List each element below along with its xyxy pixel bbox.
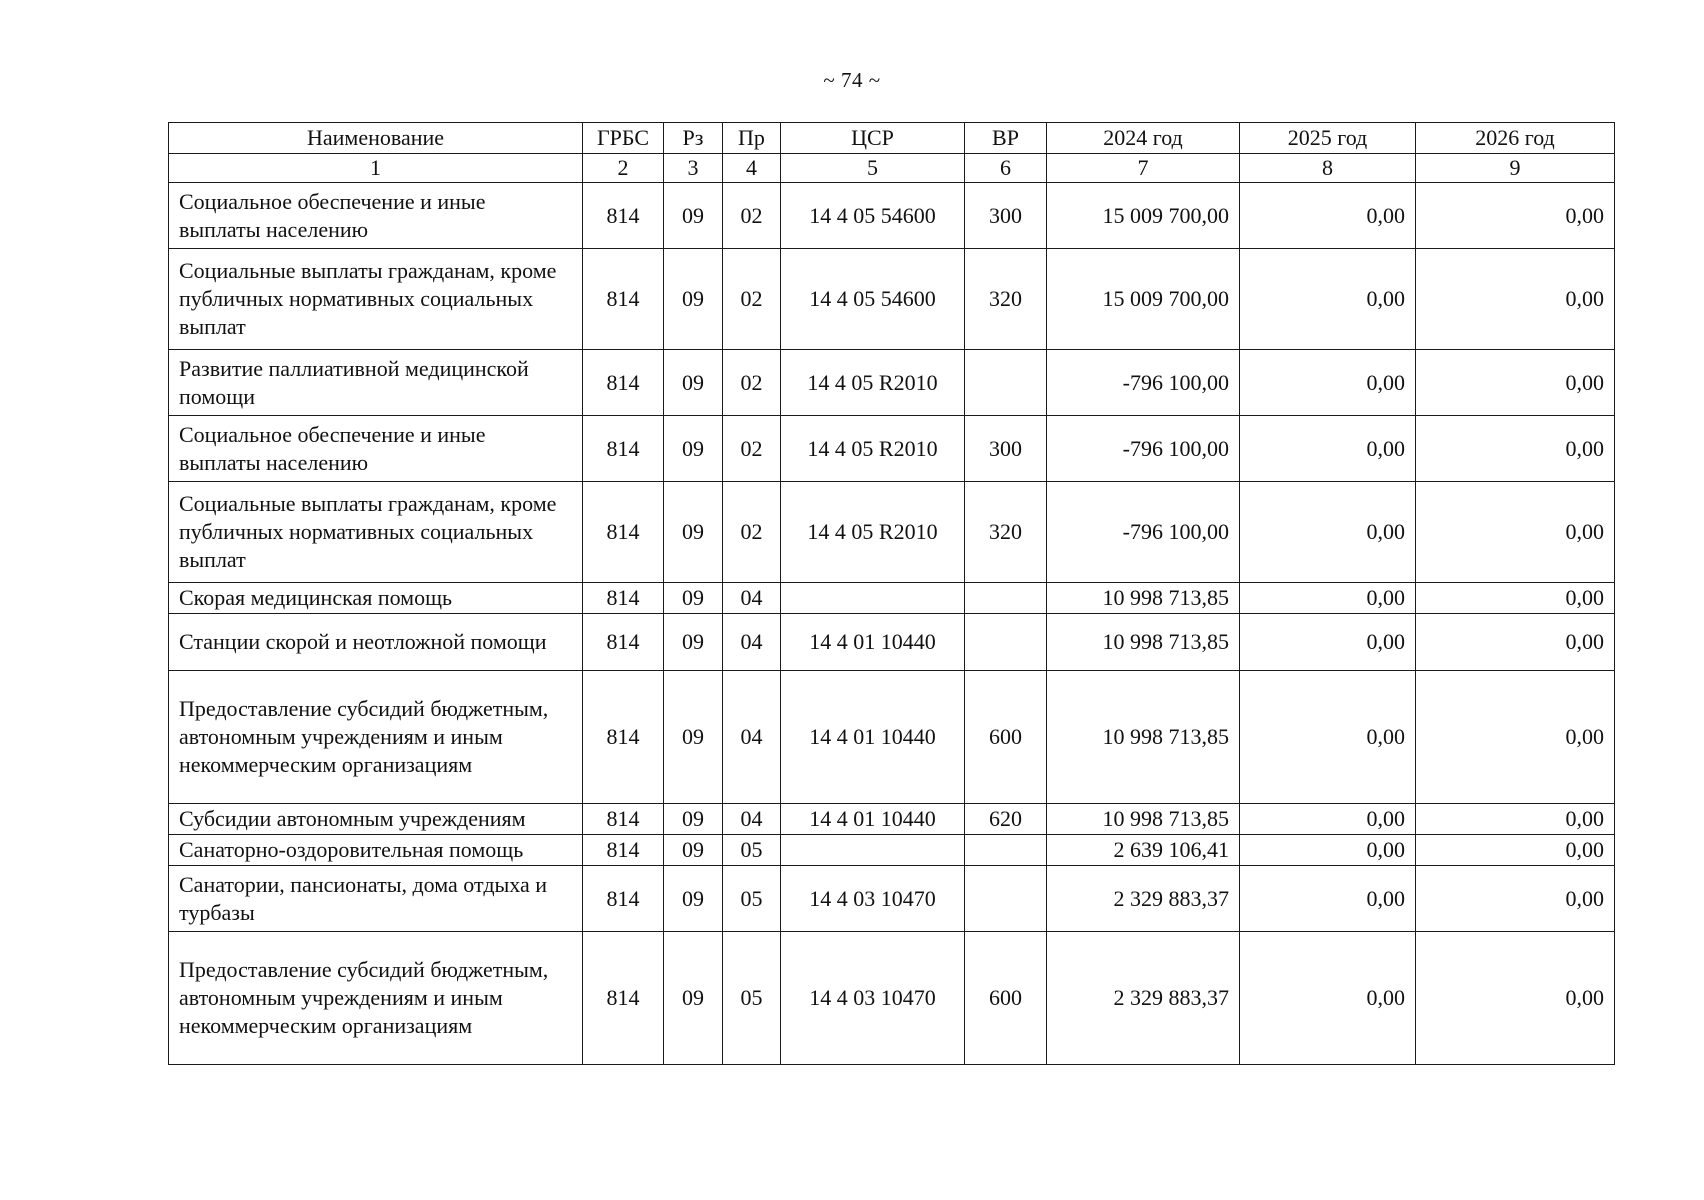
cell-name: Станции скорой и неотложной помощи [169,614,583,671]
column-number: 1 [169,154,583,183]
cell-pr: 04 [723,804,781,835]
cell-vr: 300 [965,416,1047,482]
cell-2025: 0,00 [1240,835,1416,866]
cell-pr: 02 [723,249,781,350]
cell-name: Социальное обеспечение и иные выплаты населению [169,416,583,482]
cell-2024: -796 100,00 [1047,350,1240,416]
cell-vr: 620 [965,804,1047,835]
budget-table [168,122,1615,1065]
cell-2026: 0,00 [1416,183,1615,249]
cell-vr [965,350,1047,416]
header-2026: 2026 год [1416,123,1615,154]
cell-2025: 0,00 [1240,804,1416,835]
cell-name: Субсидии автономным учреждениям [169,804,583,835]
cell-name: Предоставление субсидий бюджетным, автономным учреждениям и иным некоммерческим организациям [169,671,583,804]
cell-2025: 0,00 [1240,866,1416,932]
cell-grbs: 814 [583,183,664,249]
cell-2024: 2 639 106,41 [1047,835,1240,866]
table-row [169,804,1615,835]
cell-2024: 2 329 883,37 [1047,932,1240,1065]
table-row [169,482,1615,583]
cell-rz: 09 [664,249,723,350]
table-row [169,932,1615,1065]
cell-grbs: 814 [583,249,664,350]
cell-2025: 0,00 [1240,416,1416,482]
cell-pr: 04 [723,671,781,804]
column-number-row [169,154,1615,183]
cell-grbs: 814 [583,416,664,482]
header-pr: Пр [723,123,781,154]
cell-rz: 09 [664,804,723,835]
cell-vr: 600 [965,932,1047,1065]
cell-rz: 09 [664,350,723,416]
cell-rz: 09 [664,583,723,614]
cell-2025: 0,00 [1240,183,1416,249]
cell-csr: 14 4 05 R2010 [781,416,965,482]
cell-vr: 320 [965,482,1047,583]
header-grbs: ГРБС [583,123,664,154]
cell-2026: 0,00 [1416,583,1615,614]
cell-2024: 10 998 713,85 [1047,804,1240,835]
cell-rz: 09 [664,614,723,671]
table-row [169,614,1615,671]
cell-name: Социальные выплаты гражданам, кроме публичных нормативных социальных выплат [169,249,583,350]
cell-name: Санаторно-оздоровительная помощь [169,835,583,866]
cell-rz: 09 [664,932,723,1065]
table-row [169,835,1615,866]
cell-vr [965,614,1047,671]
cell-pr: 04 [723,583,781,614]
header-name: Наименование [169,123,583,154]
cell-csr: 14 4 05 54600 [781,249,965,350]
cell-name: Предоставление субсидий бюджетным, автономным учреждениям и иным некоммерческим организациям [169,932,583,1065]
cell-2025: 0,00 [1240,583,1416,614]
cell-name: Скорая медицинская помощь [169,583,583,614]
cell-vr [965,866,1047,932]
cell-csr [781,835,965,866]
cell-2024: 10 998 713,85 [1047,583,1240,614]
cell-2024: 10 998 713,85 [1047,614,1240,671]
cell-pr: 05 [723,866,781,932]
cell-grbs: 814 [583,835,664,866]
cell-grbs: 814 [583,804,664,835]
cell-pr: 04 [723,614,781,671]
table-row [169,249,1615,350]
cell-grbs: 814 [583,583,664,614]
column-number: 8 [1240,154,1416,183]
table-row [169,183,1615,249]
cell-2025: 0,00 [1240,350,1416,416]
cell-2024: 2 329 883,37 [1047,866,1240,932]
cell-vr: 600 [965,671,1047,804]
table-row [169,866,1615,932]
cell-vr [965,835,1047,866]
header-2024: 2024 год [1047,123,1240,154]
cell-pr: 05 [723,835,781,866]
cell-csr [781,583,965,614]
cell-2026: 0,00 [1416,416,1615,482]
cell-pr: 02 [723,416,781,482]
header-2025: 2025 год [1240,123,1416,154]
cell-2026: 0,00 [1416,350,1615,416]
cell-grbs: 814 [583,671,664,804]
cell-pr: 02 [723,350,781,416]
cell-2024: -796 100,00 [1047,416,1240,482]
cell-csr: 14 4 03 10470 [781,932,965,1065]
cell-rz: 09 [664,482,723,583]
header-rz: Рз [664,123,723,154]
header-row [169,123,1615,154]
cell-name: Развитие паллиативной медицинской помощи [169,350,583,416]
cell-2024: -796 100,00 [1047,482,1240,583]
cell-2025: 0,00 [1240,614,1416,671]
cell-csr: 14 4 01 10440 [781,614,965,671]
cell-csr: 14 4 01 10440 [781,671,965,804]
table-row [169,671,1615,804]
cell-pr: 02 [723,183,781,249]
cell-2026: 0,00 [1416,932,1615,1065]
page-number: ~ 74 ~ [823,68,881,92]
cell-rz: 09 [664,835,723,866]
cell-grbs: 814 [583,614,664,671]
cell-vr [965,583,1047,614]
column-number: 5 [781,154,965,183]
cell-csr: 14 4 05 R2010 [781,482,965,583]
column-number: 3 [664,154,723,183]
column-number: 2 [583,154,664,183]
cell-2024: 10 998 713,85 [1047,671,1240,804]
cell-name: Санатории, пансионаты, дома отдыха и турбазы [169,866,583,932]
cell-csr: 14 4 01 10440 [781,804,965,835]
cell-2026: 0,00 [1416,804,1615,835]
cell-2025: 0,00 [1240,932,1416,1065]
cell-2024: 15 009 700,00 [1047,249,1240,350]
cell-2026: 0,00 [1416,482,1615,583]
column-number: 9 [1416,154,1615,183]
cell-name: Социальное обеспечение и иные выплаты населению [169,183,583,249]
cell-grbs: 814 [583,932,664,1065]
cell-csr: 14 4 05 54600 [781,183,965,249]
header-vr: ВР [965,123,1047,154]
cell-grbs: 814 [583,866,664,932]
cell-2025: 0,00 [1240,482,1416,583]
cell-2026: 0,00 [1416,671,1615,804]
column-number: 7 [1047,154,1240,183]
cell-csr: 14 4 03 10470 [781,866,965,932]
cell-grbs: 814 [583,350,664,416]
cell-2024: 15 009 700,00 [1047,183,1240,249]
cell-name: Социальные выплаты гражданам, кроме публичных нормативных социальных выплат [169,482,583,583]
cell-rz: 09 [664,416,723,482]
cell-vr: 300 [965,183,1047,249]
table-row [169,416,1615,482]
cell-vr: 320 [965,249,1047,350]
cell-2026: 0,00 [1416,866,1615,932]
cell-2025: 0,00 [1240,249,1416,350]
cell-rz: 09 [664,183,723,249]
cell-2026: 0,00 [1416,835,1615,866]
cell-rz: 09 [664,866,723,932]
column-number: 4 [723,154,781,183]
cell-2026: 0,00 [1416,614,1615,671]
header-csr: ЦСР [781,123,965,154]
cell-csr: 14 4 05 R2010 [781,350,965,416]
column-number: 6 [965,154,1047,183]
cell-2025: 0,00 [1240,671,1416,804]
table-row [169,350,1615,416]
cell-grbs: 814 [583,482,664,583]
cell-rz: 09 [664,671,723,804]
table-row [169,583,1615,614]
cell-2026: 0,00 [1416,249,1615,350]
cell-pr: 05 [723,932,781,1065]
cell-pr: 02 [723,482,781,583]
